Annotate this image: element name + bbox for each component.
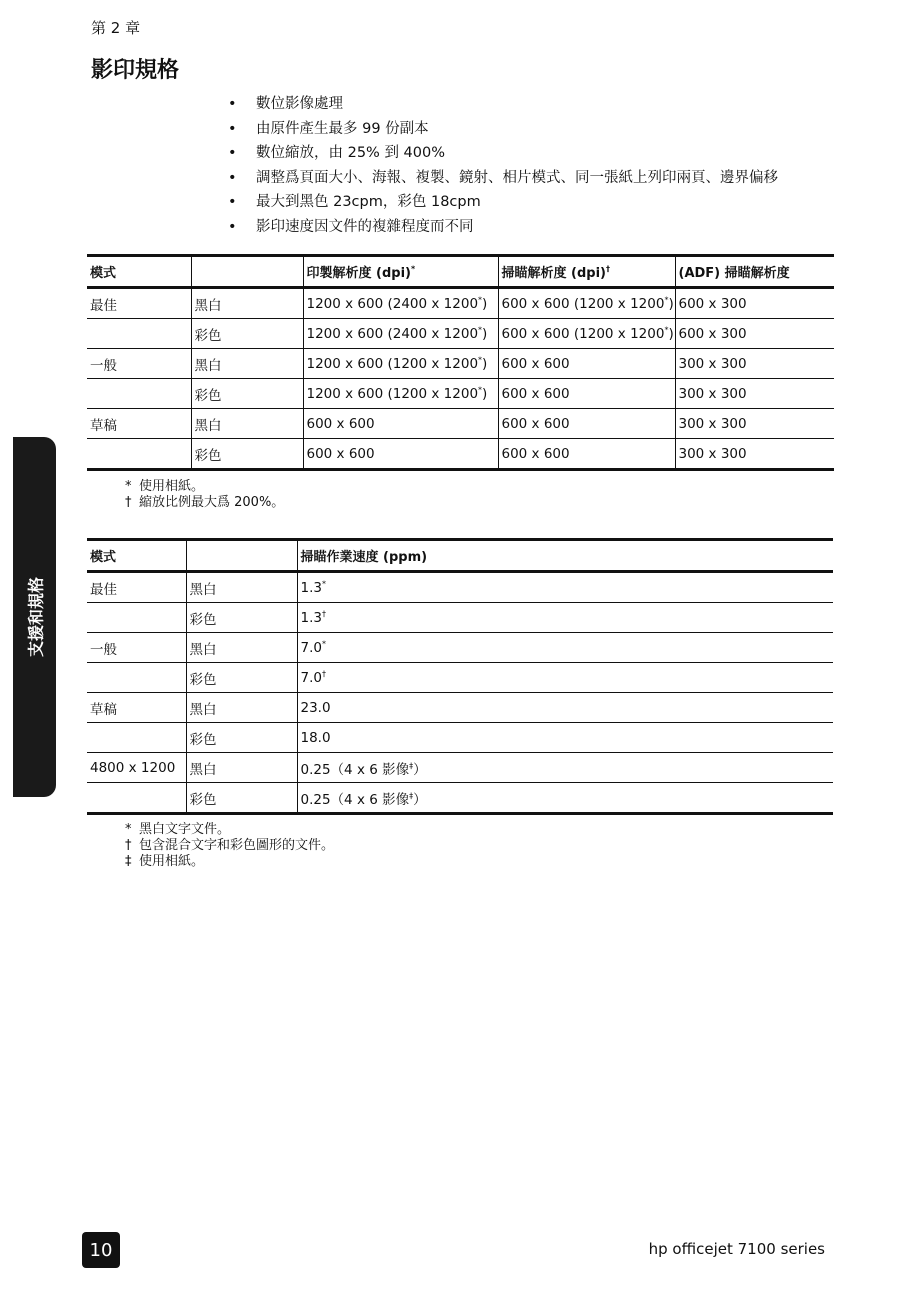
table-row [87,319,834,349]
scan-cell: 600 x 600 [498,409,675,439]
footnote: * 黑白文字文件。 [125,822,231,837]
color-cell: 彩色 [191,319,303,349]
mode-cell: 一般 [87,633,186,663]
feature-item: • 影印速度因文件的複雜程度而不同 [228,215,778,240]
table-row [87,379,834,409]
table-row [87,783,833,814]
mode-cell: 4800 x 1200 [87,753,186,783]
table-row [87,409,834,439]
table-row [87,572,833,603]
speed-cell: 0.25（4 x 6 影像‡） [297,783,833,814]
table-row [87,663,833,693]
speed-cell: 23.0 [297,693,833,723]
color-cell: 黑白 [186,572,297,603]
print-cell: 1200 x 600 (2400 x 1200*) [303,288,498,319]
mode-cell [87,723,186,753]
speed-cell: 1.3* [297,572,833,603]
mode-cell: 一般 [87,349,191,379]
header-adf-resolution: (ADF) 掃瞄解析度 [675,256,834,288]
speed-cell: 18.0 [297,723,833,753]
header-color [191,256,303,288]
footnote: ‡ 使用相紙。 [125,854,205,869]
header-scan-resolution: 掃瞄解析度 (dpi)† [498,256,675,288]
speed-cell: 0.25（4 x 6 影像‡） [297,753,833,783]
resolution-footnotes [125,479,284,511]
color-cell: 彩色 [186,783,297,814]
table-row [87,288,834,319]
mode-cell [87,439,191,470]
feature-item: • 調整爲頁面大小、海報、複製、鏡射、相片模式、同一張紙上列印兩頁、邊界偏移 [228,166,778,191]
color-cell: 黑白 [191,409,303,439]
header-mode: 模式 [87,256,191,288]
table-row [87,723,833,753]
color-cell: 彩色 [191,379,303,409]
resolution-table [87,254,834,471]
scan-speed-table [87,538,833,815]
table-row [87,633,833,663]
speed-footnotes [125,822,334,870]
print-cell: 1200 x 600 (1200 x 1200*) [303,349,498,379]
scan-cell: 600 x 600 (1200 x 1200*) [498,319,675,349]
header-color [186,540,297,572]
color-cell: 黑白 [186,693,297,723]
color-cell: 彩色 [191,439,303,470]
chapter-label: 第 2 章 [91,19,141,37]
table-row [87,693,833,723]
mode-cell: 最佳 [87,572,186,603]
print-cell: 600 x 600 [303,409,498,439]
table-row [87,349,834,379]
page-title: 影印規格 [91,58,180,83]
table-row [87,603,833,633]
color-cell: 彩色 [186,663,297,693]
mode-cell [87,663,186,693]
scan-cell: 600 x 600 (1200 x 1200*) [498,288,675,319]
footnote: † 縮放比例最大爲 200%。 [125,495,285,510]
print-cell: 1200 x 600 (2400 x 1200*) [303,319,498,349]
feature-item: • 數位縮放，由 25% 到 400% [228,141,778,166]
header-mode: 模式 [87,540,186,572]
adf-cell: 300 x 300 [675,439,834,470]
side-section-tab [13,437,56,797]
scan-cell: 600 x 600 [498,439,675,470]
adf-cell: 300 x 300 [675,349,834,379]
mode-cell [87,783,186,814]
mode-cell [87,379,191,409]
adf-cell: 600 x 300 [675,319,834,349]
color-cell: 彩色 [186,603,297,633]
adf-cell: 300 x 300 [675,379,834,409]
page-number: 10 [82,1232,120,1268]
print-cell: 1200 x 600 (1200 x 1200*) [303,379,498,409]
scan-cell: 600 x 600 [498,349,675,379]
adf-cell: 300 x 300 [675,409,834,439]
print-cell: 600 x 600 [303,439,498,470]
copy-features-list [228,92,778,239]
speed-cell: 7.0† [297,663,833,693]
header-print-resolution: 印製解析度 (dpi)* [303,256,498,288]
table-header-row [87,540,833,572]
mode-cell [87,603,186,633]
mode-cell: 最佳 [87,288,191,319]
feature-item: • 最大到黑色 23cpm，彩色 18cpm [228,190,778,215]
table-row [87,439,834,470]
mode-cell: 草稿 [87,409,191,439]
color-cell: 黑白 [191,349,303,379]
footnote: † 包含混合文字和彩色圖形的文件。 [125,838,335,853]
table-header-row [87,256,834,288]
side-tab-label: 支援和規格 [26,576,45,658]
scan-cell: 600 x 600 [498,379,675,409]
color-cell: 黑白 [191,288,303,319]
adf-cell: 600 x 300 [675,288,834,319]
speed-cell: 7.0* [297,633,833,663]
feature-item: • 由原件產生最多 99 份副本 [228,117,778,142]
speed-cell: 1.3† [297,603,833,633]
feature-item: • 數位影像處理 [228,92,778,117]
header-scan-speed: 掃瞄作業速度 (ppm) [297,540,833,572]
mode-cell [87,319,191,349]
table-row [87,753,833,783]
color-cell: 黑白 [186,633,297,663]
color-cell: 彩色 [186,723,297,753]
color-cell: 黑白 [186,753,297,783]
product-name: hp officejet 7100 series [648,1240,825,1258]
mode-cell: 草稿 [87,693,186,723]
footnote: * 使用相紙。 [125,479,205,494]
